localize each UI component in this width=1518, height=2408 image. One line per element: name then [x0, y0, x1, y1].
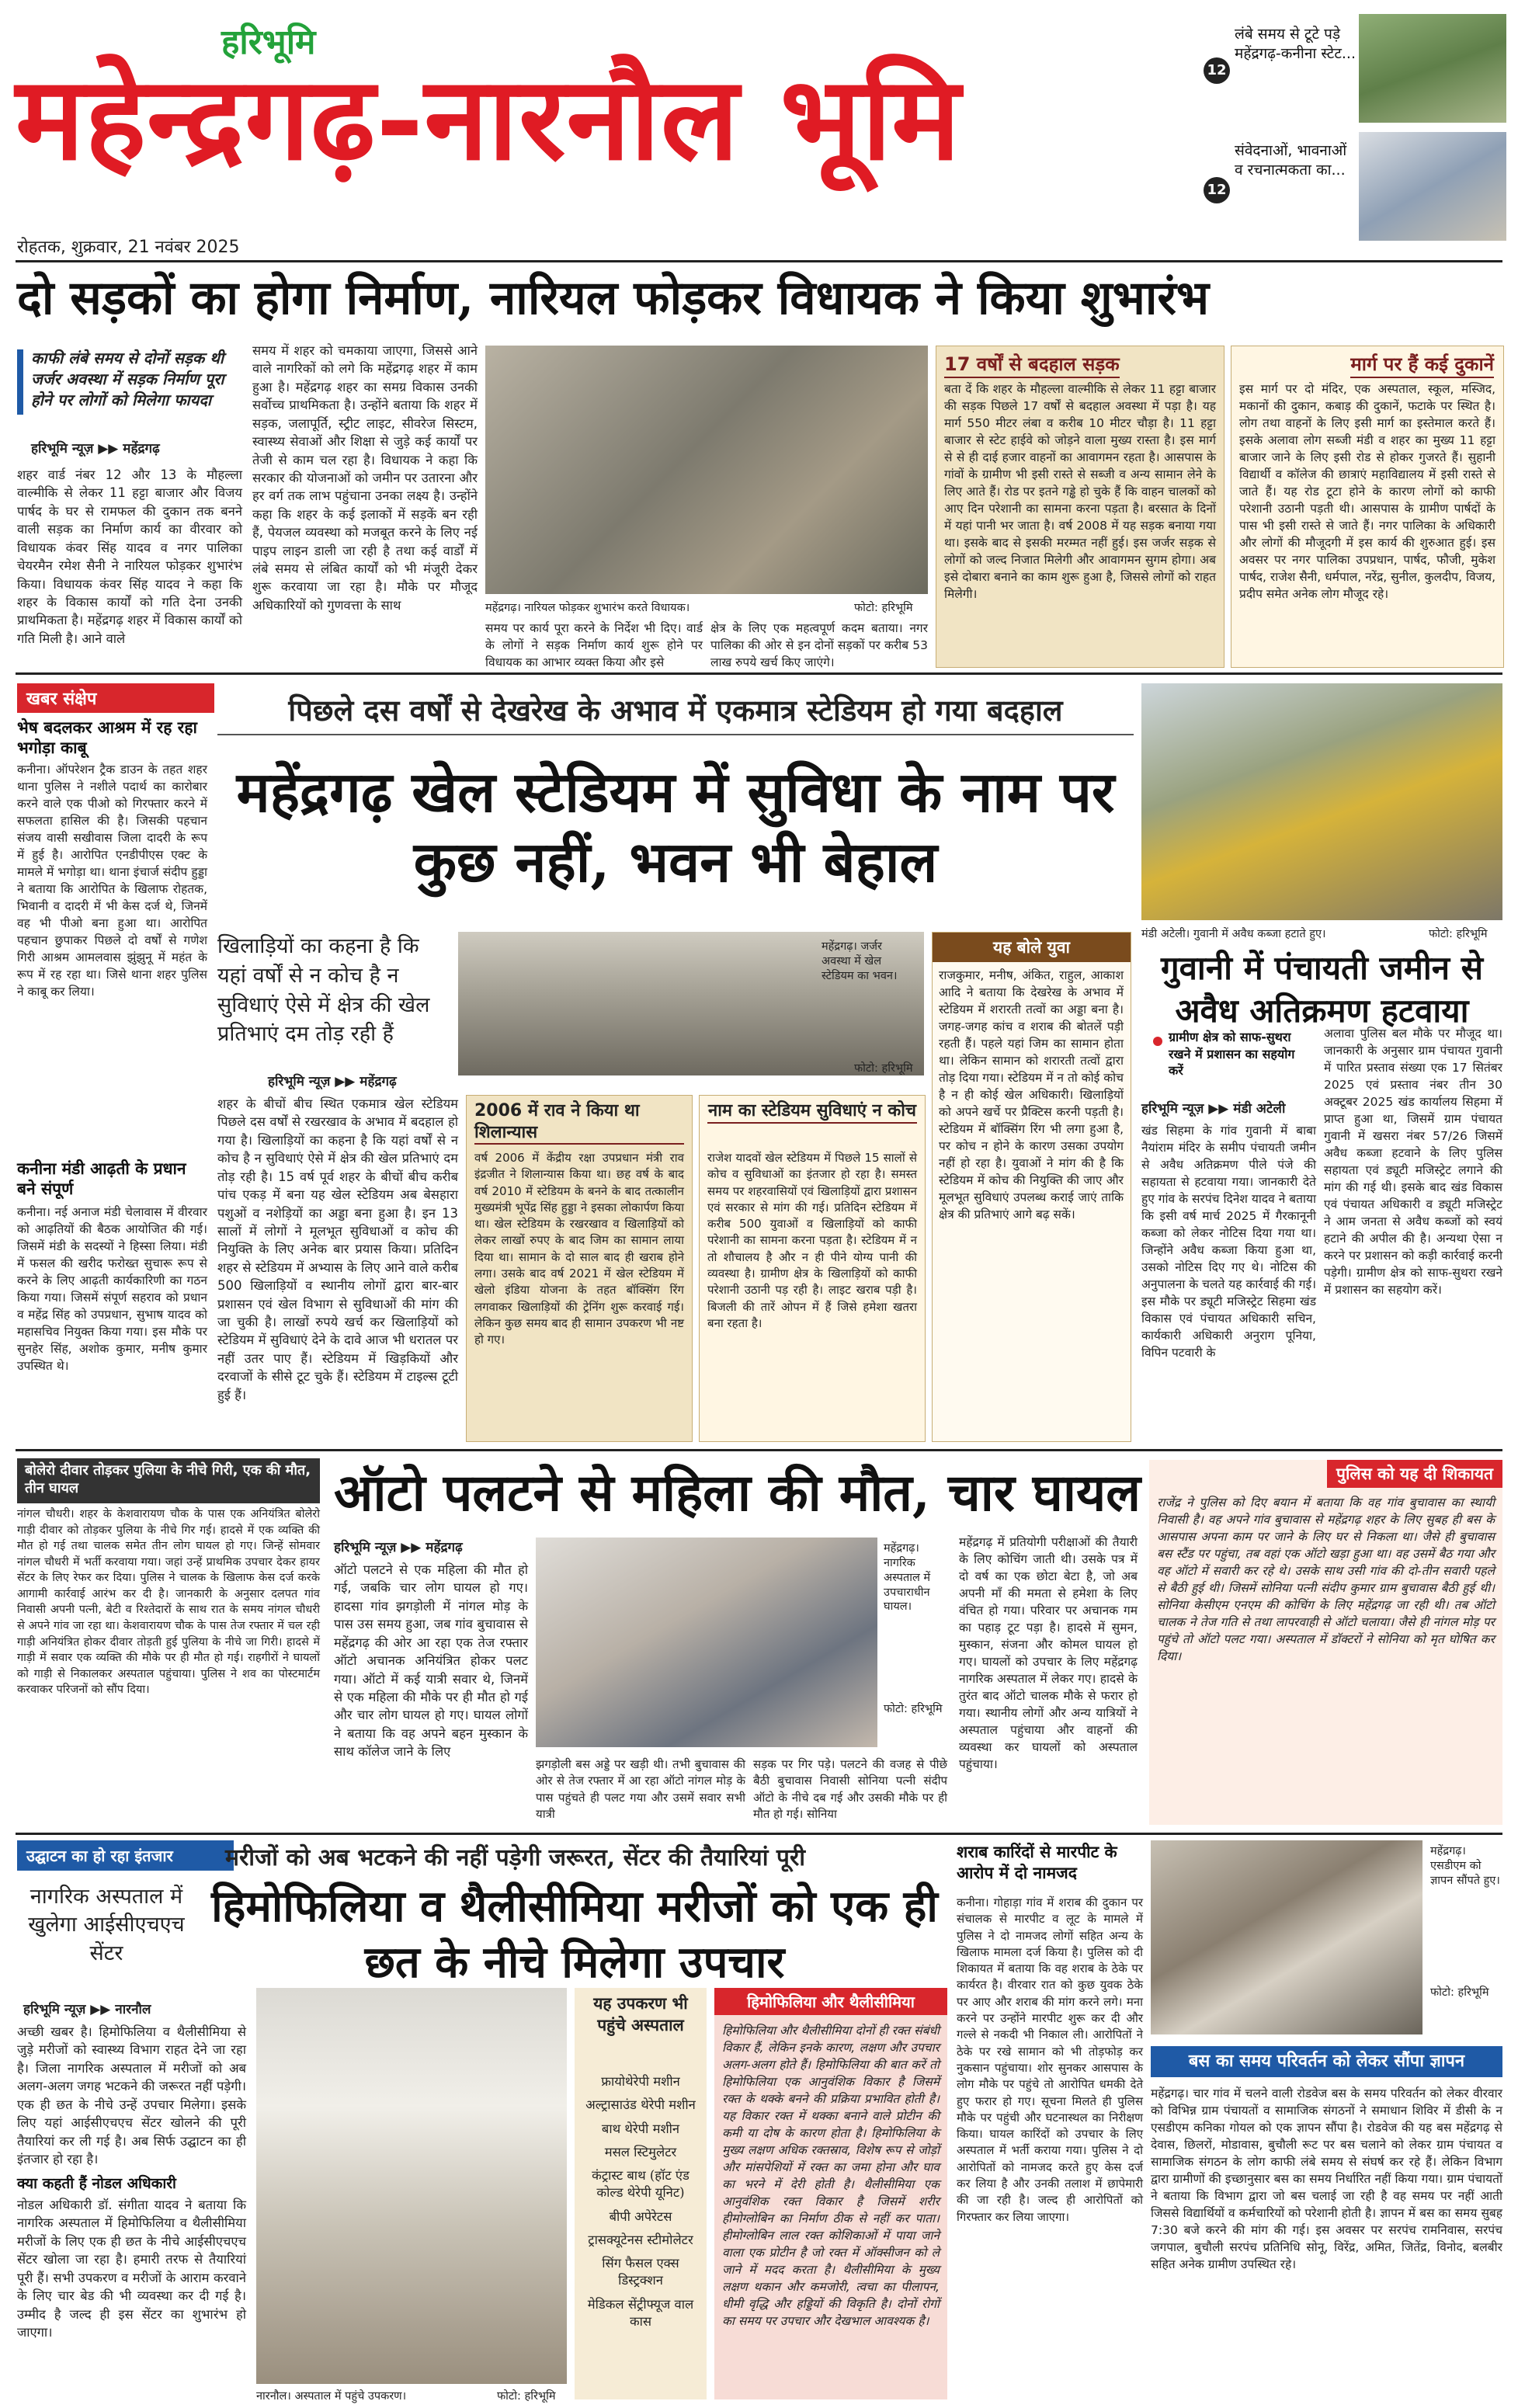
lead-headline: दो सड़कों का होगा निर्माण, नारियल फोड़कर विधायक ने किया शुभारंभ	[17, 271, 1210, 325]
teaser-page-badge: 12	[1204, 57, 1230, 84]
lead-byline: हरिभूमि न्यूज़ ▶▶ महेंद्रगढ़	[31, 441, 160, 457]
auto-photo-caption: महेंद्रगढ़। नागरिक अस्पताल में उपचाराधीन घायल।	[884, 1542, 931, 1614]
police-text: राजेंद्र ने पुलिस को दिए बयान में बताया कि वह गांव बुचावास का स्थायी निवासी है। वह अपने गांव बुचावास से महेंद्रगढ़ शहर के लिए सुबह ही बस के आसपास अपना काम पर जाने के लिए घर से निकला था। जैसे ही बुचावास बस स्टैंड पर पहुंचा, तब वहां एक ऑटो खड़ा हुआ था। वह उसमें बैठ गया और वह ऑटो में सवारी कर रहे थे। उसके साथ उसी गांव की दो-तीन सवारी पहले से बैठी हुई थी। जिसमें सोनिया पत्नी संदीप कुमार ग्राम बुचावास बैठी हुई थी। सोनिया केसीएम एनएम की कोचिंग के लिए महेंद्रगढ़ जा रही थी। तब ऑटो चालक ने तेज गति से तथा लापरवाही से ऑटो चलाया। जैसे ही नांगल मोड़ पर पहुंचे तो ऑटो पलट गया। अस्पताल में डॉक्टरों ने सोनिया को मृत घोषित कर दिया।	[1157, 1496, 1495, 1663]
divider	[16, 1449, 1502, 1451]
stadium-photo-credit: फोटो: हरिभूमि	[854, 1062, 913, 1075]
nodal-title: क्या कहती हैं नोडल अधिकारी	[17, 2175, 176, 2192]
hemo-kicker: मरीजों को अब भटकने की नहीं पड़ेगी जरूरत, सेंटर की तैयारियां पूरी	[225, 1844, 805, 1871]
hemo-col-1: अच्छी खबर है। हिमोफिलिया व थैलीसीमिया से जुड़े मरीजों को स्वास्थ्य विभाग राहत देने जा रहा है। जिला नागरिक अस्पताल में मरीजों को अब अलग-अलग जगह भटकने की जरूरत नहीं पड़ेगी। एक ही छत के नीचे उन्हें उपचार मिलेगा। इसके लिए यहां आईसीएचएच सेंटर खोलने की पूरी तैयारियां कर ली गई है। अब सिर्फ उद्घाटन का ही इंतजार हो रहा है।	[17, 2024, 246, 2167]
stadium-box-2	[699, 1095, 926, 1442]
bus-title: बस का समय परिवर्तन को लेकर सौंपा ज्ञापन	[1151, 2046, 1502, 2077]
guwani-photo-caption: मंडी अटेली। गुवानी में अवैध कब्जा हटाते हुए।	[1141, 928, 1326, 940]
police-box	[1149, 1460, 1502, 1825]
stadium-box-1-title: 2006 में राव ने किया था शिलान्यास	[474, 1100, 684, 1145]
masthead-title: महेन्द्रगढ़-नारनौल भूमि	[16, 50, 961, 186]
stadium-box-1-text: वर्ष 2006 में केंद्रीय रक्षा उपप्रधान मंत्री राव इंद्रजीत ने शिलान्यास किया था। छह वर्ष के बाद वर्ष 2010 में स्टेडियम के बनने के बाद तत्कालीन मुख्यमंत्री भूपेंद्र सिंह हुड्डा ने इसका लोकार्पण किया था। खेल स्टेडियम के रखरखाव व खिलाड़ियों को लेकर लाखों रुपए के बाद जिम का सामान लाया दिया था। सामान के दो साल बाद ही खराब होने लगा। उसके बाद वर्ष 2021 में खेल स्टेडियम में खेलो इंडिया योजना के तहत बॉक्सिंग रिंग लगवाकर खिलाड़ियों की ट्रेनिंग शुरू करवाई गई। लेकिन कुछ समय बाद ही सामान उपकरण भी नष्ट हो गए।	[474, 1151, 684, 1347]
lead-col-2: समय में शहर को चमकाया जाएगा, जिससे आने वाले नागरिकों को लगे कि महेंद्रगढ़ शहर में काम हुआ है। महेंद्रगढ़ शहर का समग्र विकास उनकी सर्वोच्च प्राथमिकता है। उन्होंने बताया कि शहर में सड़क, जलापूर्ति, स्ट्रीट लाइट, सीवरेज सिस्टम, स्वास्थ्य सेवाओं और शिक्षा से जुड़े कई कार्यों पर तेजी से काम चल रहा है। विधायक ने कहा कि सरकार की योजनाओं को जमीन पर उतारना और हर वर्ग तक लाभ पहुंचाना उनका लक्ष्य है। उन्होंने कहा कि शहर के कई इलाकों में सड़कें बन रही हैं, पेयजल व्यवस्था को मजबूत करने के लिए नई पाइप लाइन डाली जा रही है तथा कई वार्डों में लंबे समय से लंबित कार्यों को भी मंजूरी देकर शुरू करवाया जा रहा है। मौके पर मौजूद अधिकारियों को गुणवत्ता के साथ	[252, 343, 478, 613]
lead-box-1-title: 17 वर्षों से बदहाल सड़क	[944, 351, 1120, 378]
equipment-item: सिंग फैसल एक्स डिस्ट्रक्शन	[602, 2256, 679, 2288]
bolero-title: बोलेरो दीवार तोड़कर पुलिया के नीचे गिरी, एक की मौत, तीन घायल	[17, 1458, 320, 1503]
divider	[217, 734, 1134, 735]
bus-photo-caption: महेंद्रगढ़। एसडीएम को ज्ञापन सौंपते हुए।	[1430, 1845, 1500, 1887]
auto-col-2: झगड़ोली बस अड्डे पर खड़ी थी। तभी बुचावास की ओर से तेज रफ्तार में आ रहा ऑटो नांगल मोड़ के पास पहुंचते ही पलट गया और उसमें सवार सभी यात्री	[536, 1757, 745, 1821]
stadium-youth-title: यह बोले युवा	[933, 933, 1131, 962]
lead-deck: काफी लंबे समय से दोनों सड़क थी जर्जर अवस्था में सड़क निर्माण पूरा होने पर लोगों को मिलेगा फायदा	[31, 349, 224, 409]
auto-col-1: ऑटो पलटने से एक महिला की मौत हो गई, जबकि चार लोग घायल हो गए। हादसा गांव झगड़ोली में नांगल मोड़ के पास उस समय हुआ, जब गांव बुचावास से महेंद्रगढ़ की ओर आ रहा एक तेज रफ्तार ऑटो अचानक अनियंत्रित होकर पलट गया। ऑटो में कई यात्री सवार थे, जिनमें से एक महिला की मौके पर ही मौत हो गई और चार लोग घायल हो गए। घायल लोगों ने बताया कि वह अपने बहन मुस्कान के साथ कॉलेज जाने के लिए	[334, 1562, 528, 1760]
nodal-text: नोडल अधिकारी डॉ. संगीता यादव ने बताया कि नागरिक अस्पताल में हिमोफिलिया व थैलीसीमिया मरीजों के लिए एक ही छत के नीचे आईसीएचएच सेंटर खोला जा रहा है। हमारी तरफ से तैयारियां पूरी हैं। सभी उपकरण व मरीजों के आराम करवाने के लिए चार बेड की भी व्यवस्था कर दी गई है। उम्मीद है जल्द ही इस सेंटर का शुभारंभ हो जाएगा।	[17, 2198, 246, 2340]
lead-box-1	[936, 346, 1224, 668]
lead-box-2-title: मार्ग पर हैं कई दुकानें	[1350, 351, 1494, 378]
hemo-quote: नागरिक अस्पताल में खुलेगा आईसीएचएच सेंटर	[28, 1885, 185, 1965]
equipment-title: यह उपकरण भी पहुंचे अस्पताल	[593, 1993, 688, 2035]
brief-1-title: भेष बदलकर आश्रम में रह रहा भगोड़ा काबू	[17, 718, 197, 758]
equipment-item: कंट्रास्ट बाथ (हॉट एंड कोल्ड थेरेपी यूनिट)	[592, 2168, 690, 2201]
divider	[16, 260, 1502, 262]
lead-below-2: क्षेत्र के लिए एक महत्वपूर्ण कदम बताया। नगर पालिका की ओर से इन दोनों सड़कों पर करीब 53 लाख रुपये खर्च किए जाएंगे।	[710, 621, 928, 669]
stadium-box-2-text: राजेश यादवों खेल स्टेडियम में पिछले 15 सालों से कोच व सुविधाओं का इंतजार हो रहा है। समस्त समय पर शहरवासियों एवं खिलाड़ियों द्वारा प्रशासन एवं सरकार से मांग की गई। प्रतिदिन स्टेडियम में करीब 500 युवाओं व खिलाड़ियों को काफी परेशानी का सामना करना पड़ता है। स्टेडियम में न तो शौचालय है और न ही पीने योग्य पानी की व्यवस्था है। ग्रामीण क्षेत्र के खिलाड़ियों को काफी परेशानी उठानी पड़ रही है। लाइट खराब पड़ी है। बिजली की तारें ओपन में हैं जिसे हमेशा खतरा बना रहता है।	[707, 1151, 917, 1330]
info-box	[714, 1988, 947, 2399]
bus-photo	[1151, 1840, 1422, 2034]
briefs-label: खबर संक्षेप	[17, 683, 214, 713]
guwani-col-2: अलावा पुलिस बल मौके पर मौजूद था। जानकारी के अनुसार ग्राम पंचायत गुवानी में पारित प्रस्ताव संख्या एक 17 सितंबर 2025 एवं प्रस्ताव नंबर तीन 30 अक्टूबर 2025 खंड कार्यालय सिहमा में प्राप्त हुआ था, जिसमें ग्राम पंचायत गुवानी में खसरा नंबर 57/26 जिसमें अवैध कब्जा हटवाने के लिए पुलिस सहायता एवं ड्यूटी मजिस्ट्रेट लगाने की मांग की गई थी। इसके बाद खंड विकास एवं पंचायत अधिकारी व ड्यूटी मजिस्ट्रेट ने आम जनता से अवैध कब्जों को स्वयं हटाने की अपील की है। अन्यथा ऐसा न करने पर प्रशासन को कड़ी कार्रवाई करनी पड़ेगी। ग्रामीण क्षेत्र को साफ-सुथरा रखने में प्रशासन का सहयोग करें।	[1324, 1027, 1502, 1297]
equipment-box	[575, 1988, 707, 2399]
stadium-quote: खिलाड़ियों का कहना है कि यहां वर्षों से न कोच है न सुविधाएं ऐसे में क्षेत्र की खेल प्रतिभाएं दम तोड़ रही हैं	[217, 934, 430, 1047]
lead-photo-credit: फोटो: हरिभूमि	[854, 602, 913, 614]
teaser-text: संवेदनाओं, भावनाओं व रचनात्मकता का...	[1235, 142, 1347, 179]
stadium-byline: हरिभूमि न्यूज़ ▶▶ महेंद्रगढ़	[268, 1074, 397, 1089]
stadium-box-1	[466, 1095, 693, 1442]
stadium-youth-box	[932, 932, 1131, 1442]
hemo-headline: हिमोफिलिया व थैलीसीमिया मरीजों को एक ही छत के नीचे मिलेगा उपचार	[211, 1881, 938, 1988]
liquor-text: कनीना। गोहाड़ा गांव में शराब की दुकान पर संचालक से मारपीट व लूट के मामले में पुलिस ने दो नामजद लोगों सहित अन्य के खिलाफ मामला दर्ज किया है। पुलिस को दी शिकायत में बताया कि वह शराब के ठेके पर कार्यरत है। वीरवार रात को कुछ युवक ठेके पर आए और शराब की मांग करने लगे। मना करने पर उन्होंने मारपीट शुरू कर दी और गल्ले से नकदी भी निकाल ली। आरोपितों ने ठेके पर रखे सामान को भी तोड़फोड़ कर नुकसान पहुंचाया। शोर सुनकर आसपास के लोग मौके पर पहुंचे तो आरोपित धमकी देते हुए फरार हो गए। सूचना मिलते ही पुलिस मौके पर पहुंची और घटनास्थल का निरीक्षण किया। घायल कारिंदों को उपचार के लिए अस्पताल में भर्ती कराया गया। पुलिस ने दो आरोपितों को नामजद करते हुए केस दर्ज कर लिया है और उनकी तलाश में छापेमारी की जा रही है। जल्द ही आरोपितों को गिरफ्तार कर लिया जाएगा।	[957, 1895, 1143, 2224]
brief-2-text: कनीना। नई अनाज मंडी चेलावास में वीरवार को आढ़तियों की बैठक आयोजित की गई। जिसमें मंडी के सदस्यों ने हिस्सा लिया। मंडी में फसल की खरीद फरोख्त सुचारू रूप से करने के लिए आढ़ती कार्यकारिणी का गठन किया गया। जिसमें संपूर्ण सहराव को प्रधान व महेंद्र सिंह को उपप्रधान, सुभाष यादव को महासचिव नियुक्त किया गया। इस मौके पर सुनहेर सिंह, अशोक कुमार, मनीष कुमार उपस्थित थे।	[17, 1205, 207, 1373]
brief-2-title: कनीना मंडी आढ़ती के प्रधान बने संपूर्ण	[17, 1159, 186, 1199]
auto-headline: ऑटो पलटने से महिला की मौत, चार घायल	[334, 1462, 1141, 1523]
brief-1-text: कनीना। ऑपरेशन ट्रैक डाउन के तहत शहर थाना पुलिस ने नशीले पदार्थ का कारोबार करने वाले एक पीओ को गिरफ्तार करने में सफलता हासिल की है। जिसकी पहचान संजय वासी सखीवास जिला दादरी के रूप में हुई है। आरोपित एनडीपीएस एक्ट के मामले में भगोड़ा था। थाना इंचार्ज संदीप हुड्डा ने बताया कि आरोपित के खिलाफ रोहतक, भिवानी व दादरी में भी केस दर्ज थे, जिनमें वह भी पीओ बना हुआ था। आरोपित पहचान छुपाकर पिछले दो वर्षों से गणेश गिरी आश्रम आमलवास झुंझुनू में महंत के रूप में रह रहा था। जिसे थाना शहर पुलिस ने काबू कर लिया।	[17, 763, 207, 999]
stadium-youth-text: राजकुमार, मनीष, अंकित, राहुल, आकाश आदि ने बताया कि देखरेख के अभाव में स्टेडियम में शरारती तत्वों का अड्डा बना है। जगह-जगह कांच व शराब की बोतलें पड़ी रहती हैं। पहले यहां जिम का सामान होता था। लेकिन सामान को शरारती तत्वों द्वारा तोड़ दिया गया। स्टेडियम में न तो कोई कोच है न ही कोई खेल अधिकारी। खिलाड़ियों को अपने खर्चे पर प्रैक्टिस करनी पड़ती है। स्टेडियम में बॉक्सिंग रिंग भी लगा हुआ है, पर कोच न होने के कारण उसका उपयोग नहीं हो रहा है। युवाओं ने मांग की है कि स्टेडियम में कोच की नियुक्ति की जाए और मूलभूत सुविधाएं उपलब्ध कराई जाएं ताकि क्षेत्र की प्रतिभाएं आगे बढ़ सकें।	[939, 968, 1124, 1221]
auto-col-4: महेंद्रगढ़ में प्रतियोगी परीक्षाओं की तैयारी के लिए कोचिंग जाती थी। उसके पत्र में दो वर्ष का एक छोटा बेटा है, जो अब अपनी माँ की ममता से हमेशा के लिए वंचित हो गया। परिवार पर अचानक गम का पहाड़ टूट पड़ा है। हादसे में सुमन, मुस्कान, संजना और कोमल घायल हो गए। घायलों को उपचार के लिए महेंद्रगढ़ नागरिक अस्पताल में लेकर गए। हादसे के तुरंत बाद ऑटो चालक मौके से फरार हो गया। स्थानीय लोगों और अन्य यात्रियों ने अस्पताल पहुंचाया और वाहनों की व्यवस्था कर घायलों को अस्पताल पहुंचाया।	[959, 1535, 1138, 1771]
stadium-photo-caption: महेंद्रगढ़। जर्जर अवस्था में खेल स्टेडियम का भवन।	[822, 940, 898, 982]
teaser-1[interactable]	[1188, 17, 1359, 126]
equipment-item: बीपी अपेरेटस	[609, 2208, 672, 2224]
teaser-2[interactable]	[1188, 132, 1359, 241]
deck-accent	[17, 349, 23, 415]
equipment-item: ट्रासक्यूटेनस स्टीमोलेटर	[588, 2232, 693, 2247]
equipment-item: मेडिकल सेंट्रीफ्यूज वाल कास	[587, 2296, 694, 2329]
lead-photo-caption: महेंद्रगढ़। नारियल फोड़कर शुभारंभ करते विधायक।	[485, 602, 690, 614]
hemo-label: उद्घाटन का हो रहा इंतजार	[17, 1840, 234, 1871]
brand-name: हरिभूमि	[221, 23, 316, 62]
liquor-title: शराब कारिंदों से मारपीट के आरोप में दो नामजद	[957, 1843, 1117, 1883]
lead-below-1: समय पर कार्य पूरा करने के निर्देश भी दिए। वार्ड के लोगों ने सड़क निर्माण कार्य शुरू होने पर विधायक का आभार व्यक्त किया और इसे	[485, 621, 703, 669]
hemo-photo	[256, 1988, 567, 2384]
auto-col-3: सड़क पर गिर पड़े। पलटने की वजह से पीछे बैठी बुचावास निवासी सोनिया पत्नी संदीप ऑटो के नीचे दब गई और उसकी मौके पर ही मौत हो गई। सोनिया	[753, 1757, 947, 1821]
equipment-item: फ्रायोथेरेपी मशीन	[601, 2074, 680, 2089]
stadium-kicker: पिछले दस वर्षों से देखरेख के अभाव में एकमात्र स्टेडियम हो गया बदहाल	[288, 693, 1063, 728]
bullet-icon	[1153, 1037, 1162, 1046]
hemo-byline: हरिभूमि न्यूज़ ▶▶ नारनौल	[23, 2002, 151, 2017]
divider	[16, 1833, 1502, 1835]
divider	[16, 672, 1502, 675]
info-title: हिमोफिलिया और थैलीसीमिया	[714, 1988, 947, 2015]
dateline: रोहतक, शुक्रवार, 21 नवंबर 2025	[17, 238, 240, 257]
teaser-photo	[1359, 14, 1506, 123]
teaser-text: लंबे समय से टूटे पड़े महेंद्रगढ़-कनीना स्टेट...	[1235, 26, 1356, 62]
guwani-deck: ग्रामीण क्षेत्र को साफ-सुथरा रखने में प्रशासन का सहयोग करें	[1169, 1030, 1295, 1079]
auto-photo-credit: फोटो: हरिभूमि	[884, 1703, 943, 1715]
police-title: पुलिस को यह दी शिकायत	[1327, 1460, 1502, 1488]
bolero-text: नांगल चौधरी। शहर के केशवारायण चौक के पास एक अनियंत्रित बोलेरो गाड़ी दीवार को तोड़कर पुलिया के नीचे गिर गई। हादसे में एक व्यक्ति की मौत हो गई तथा चालक समेत तीन लोग घायल हो गए। जिन्हें सोमवार नांगल चौधरी में भर्ती करवाया गया। जहां उन्हें प्राथमिक उपचार देकर हायर सेंटर के लिए रेफर कर दिया। पुलिस ने चालक के खिलाफ केस दर्ज करके आगामी कार्रवाई आरंभ कर दी है। जानकारी के अनुसार दलपत गांव निवासी अपनी पत्नी, बेटी व रिश्तेदारों के साथ रात के समय नांगल चौधरी से अपने गांव जा रहा था। केशवारायण चौक के पास तेज रफ्तार में चल रही गाड़ी अनियंत्रित होकर दीवार तोड़ती हुई पुलिया के नीचे जा गिरी। हादसे में गाड़ी में सवार एक व्यक्ति की मौके पर ही मौत हो गई। राहगीरों ने घायलों को गाड़ी से निकालकर अस्पताल पहुंचाया। पुलिस ने शव का पोस्टमार्टम करवाकर परिजनों को सौंप दिया।	[17, 1508, 320, 1697]
stadium-box-2-title: नाम का स्टेडियम सुविधाएं न कोच	[707, 1100, 917, 1124]
equipment-item: बाथ थेरेपी मशीन	[601, 2121, 680, 2136]
stadium-headline: महेंद्रगढ़ खेल स्टेडियम में सुविधा के नाम पर कुछ नहीं, भवन भी बेहाल	[236, 759, 1115, 895]
lead-box-1-text: बता दें कि शहर के मौहल्ला वाल्मीकि से लेकर 11 हट्टा बाजार की सड़क पिछले 17 वर्षों से बदहाल अवस्था में पड़ा है। यह मार्ग 550 मीटर लंबा व करीब 10 मीटर चौड़ा है। 11 हट्टा बाजार से स्टेट हाईवे को जोड़ने वाला मुख्य रास्ता है। इस मार्ग से से ही दाई हजार वाहनों का आवागमन रहता है। आसपास के गांवों के ग्रामीण भी इसी रास्ते से सब्जी व अन्य सामान लेने के लिए आते हैं। रोड पर इतने गड्ढे हो चुके हैं कि वाहन चालकों को आए दिन परेशानी का सामना करना पड़ता है। बरसात के दिनों में यहां पानी भर जाता है। वर्ष 2008 में यह सड़क बनाया गया था। इसके बाद से इसकी मरम्मत नहीं हुई। इस जर्जर सड़क से लोगों को जल्द निजात मिलेगी और आवागमन सुगम होगा। अब इसे दोबारा बनाने का काम शुरू हुआ है, जिससे लोगों को राहत मिलेगी।	[944, 382, 1216, 601]
teaser-page-badge: 12	[1204, 177, 1230, 203]
lead-box-2	[1231, 346, 1504, 668]
lead-box-2-text: इस मार्ग पर दो मंदिर, एक अस्पताल, स्कूल, मस्जिद, मकानों की दुकान, कबाड़ की दुकानें, फटाके पर स्थित है। लोग तथा वाहनों के लिए इसी मार्ग का इस्तेमाल करते हैं। इसके अलावा लोग सब्जी मंडी व शहर का मुख्य 11 हट्टा बाजार जाने के लिए इसी रोड से होकर गुजरते हैं। सुहानी विद्यार्थी व कॉलेज की छात्राएं महाविद्यालय में इसी रास्ते से जाते हैं। यह रोड टूटा होने के कारण लोगों को काफी परेशानी उठानी पड़ती थी। आसपास के ग्रामीण पार्षदों के पास भी इसी रास्ते से जाते हैं। नगर पालिका के अधिकारी और लोगों की मौजूदगी में इस कार्य की शुरुआत हुई। इस अवसर पर नगर पालिका उपप्रधान, पार्षद, फौजी, मुकेश पार्षद, राजेश सैनी, धर्मपाल, नरेंद्र, सुनील, कुलदीप, विजय, प्रदीप समेत अनेक लोग मौजूद रहे।	[1239, 382, 1495, 601]
info-text: हिमोफिलिया और थैलीसीमिया दोनों ही रक्त संबंधी विकार हैं, लेकिन इनके कारण, लक्षण और उपचार अलग-अलग होते हैं। हिमोफिलिया की बात करें तो हिमोफिलिया एक आनुवंशिक विकार है जिसमें रक्त के थक्के बनने की प्रक्रिया प्रभावित होती है। यह विकार रक्त में थक्का बनाने वाले प्रोटीन की कमी या दोष के कारण होता है। हिमोफिलिया के मुख्य लक्षण अधिक रक्तस्राव, विशेष रूप से जोड़ों और मांसपेशियों में रक्त का जमा होना और घाव का भरने में देरी होती है। थैलीसीमिया एक आनुवंशिक रक्त विकार है जिसमें शरीर हीमोग्लोबिन का निर्माण ठीक से नहीं कर पाता। हीमोग्लोबिन लाल रक्त कोशिकाओं में पाया जाने वाला एक प्रोटीन है जो रक्त में ऑक्सीजन को ले जाने में मदद करता है। थैलीसीमिया के मुख्य लक्षण थकान और कमजोरी, त्वचा का पीलापन, धीमी वृद्धि और हड्डियों की विकृति है। दोनों रोगों का समय पर उपचार और देखभाल आवश्यक है।	[722, 2024, 940, 2328]
guwani-photo	[1141, 683, 1502, 920]
lead-col-1: शहर वार्ड नंबर 12 और 13 के मौहल्ला वाल्मीकि से लेकर 11 हट्टा बाजार और विजय पार्षद के घर से रामफल की दुकान तक बनने वाली सड़क का निर्माण कार्य का वीरवार को विधायक कंवर सिंह यादव व नगर पालिका चेयरमैन रमेश सैनी ने नारियल फोड़कर शुभारंभ किया। विधायक कंवर सिंह यादव ने कहा कि शहर के विकास कार्यों को गति देना उनकी प्राथमिकता है। महेंद्रगढ़ शहर में विकास कार्यों को गति मिली है। आने वाले	[17, 467, 242, 646]
auto-photo	[536, 1538, 877, 1747]
guwani-headline: गुवानी में पंचायती जमीन से अवैध अतिक्रमण हटवाया	[1160, 949, 1484, 1030]
auto-byline: हरिभूमि न्यूज़ ▶▶ महेंद्रगढ़	[334, 1540, 463, 1555]
stadium-col-1: शहर के बीचों बीच स्थित एकमात्र खेल स्टेडियम पिछले दस वर्षों से रखरखाव के अभाव में बदहाल हो गया है। खिलाड़ियों का कहना है कि यहां वर्षों से न कोच है न सुविधाएं ऐसे में क्षेत्र की खेल प्रतिभाएं दम तोड़ रही है। 15 वर्ष पूर्व शहर के बीचों बीच करीब पांच एकड़ में बना यह खेल स्टेडियम अब बेसहारा पशुओं व नशेड़ियों का अड्डा बना हुआ है। इन 13 सालों में लोगों ने मूलभूत सुविधाओं व कोच की नियुक्ति के लिए अनेक बार प्रयास किया। प्रतिदिन शहर से स्टेडियम में अभ्यास के लिए आने वाले करीब 500 खिलाड़ियों व स्थानीय लोगों द्वारा बार-बार प्रशासन एवं खेल विभाग से सुविधाओं की मांग की जा चुकी है। लाखों रुपये खर्च कर खिलाड़ियों को स्टेडियम में सुविधाएं देने के दावे आज भी धरातल पर नहीं उतर पाए हैं। स्टेडियम में खिड़कियों और दरवाजों के सीसे टूट चुके हैं। स्टेडियम में टाइल्स टूटी हुई हैं।	[217, 1096, 458, 1402]
hemo-photo-credit: फोटो: हरिभूमि	[497, 2390, 556, 2403]
guwani-photo-credit: फोटो: हरिभूमि	[1429, 928, 1488, 940]
bus-text: महेंद्रगढ़। चार गांव में चलने वाली रोडवेज बस के समय परिवर्तन को लेकर वीरवार को विभिन्न ग्राम पंचायतों व सामाजिक संगठनों ने समाधान शिविर में डीसी के न एसडीएम कनिका गोयल को एक ज्ञापन सौंपा है। रोडवेज की यह बस महेंद्रगढ़ से देवास, छिलरों, मोडावास, बुचौली रूट पर बस चलाने को लेकर ग्राम पंचायत व सामाजिक संगठन के लोग काफी लंबे समय से संघर्ष कर रहे हैं। लेकिन विभाग द्वारा ग्रामीणों की इच्छानुसार बस का समय निर्धारित नहीं किया गया। ग्राम पंचायतों ने बताया कि विभाग द्वारा जो बस चलाई जा रही है वह समय पर नहीं आती जिससे विद्यार्थियों व कर्मचारियों को परेशानी होती है। ज्ञापन में बस का समय सुबह 7:30 बजे करने की मांग की गई। इस अवसर पर सरपंच रामनिवास, सरपंच जगपाल, बुचौली सरपंच प्रतिनिधि सोनू, विरेंद्र, अमित, जितेंद्र, विनोद, बलबीर सहित अनेक ग्रामीण उपस्थित रहे।	[1151, 2087, 1502, 2271]
equipment-item: अल्ट्रासाउंड थेरेपी मशीन	[585, 2097, 696, 2113]
guwani-byline: हरिभूमि न्यूज़ ▶▶ मंडी अटेली	[1141, 1101, 1286, 1117]
hemo-photo-caption: नारनौल। अस्पताल में पहुंचे उपकरण।	[256, 2390, 407, 2403]
lead-photo	[485, 346, 928, 594]
bus-photo-credit: फोटो: हरिभूमि	[1430, 1986, 1489, 1999]
equipment-list	[578, 2073, 703, 2337]
equipment-item: मसल स्टिमुलेटर	[604, 2144, 677, 2160]
teaser-photo	[1359, 132, 1506, 241]
guwani-col-1: खंड सिहमा के गांव गुवानी में बाबा नैयांराम मंदिर के समीप पंचायती जमीन से अवैध अतिक्रमण पीले पंजे की सहायता से हटवाया गया। जानकारी देते हुए गांव के सरपंच दिनेश यादव ने बताया कि इसी वर्ष मार्च 2025 में गैरकानूनी कब्जा को लेकर नोटिस दिया गया था। जिन्होंने अवैध कब्जा किया हुआ था, उसको नोटिस दिए गए थे। नोटिस की अनुपालना के चलते यह कार्रवाई की गई। इस मौके पर ड्यूटी मजिस्ट्रेट सिहमा खंड विकास एवं पंचायत अधिकारी सचिन, कार्यकारी अधिकारी अनुराग पूनिया, विपिन पटवारी के	[1141, 1124, 1316, 1360]
